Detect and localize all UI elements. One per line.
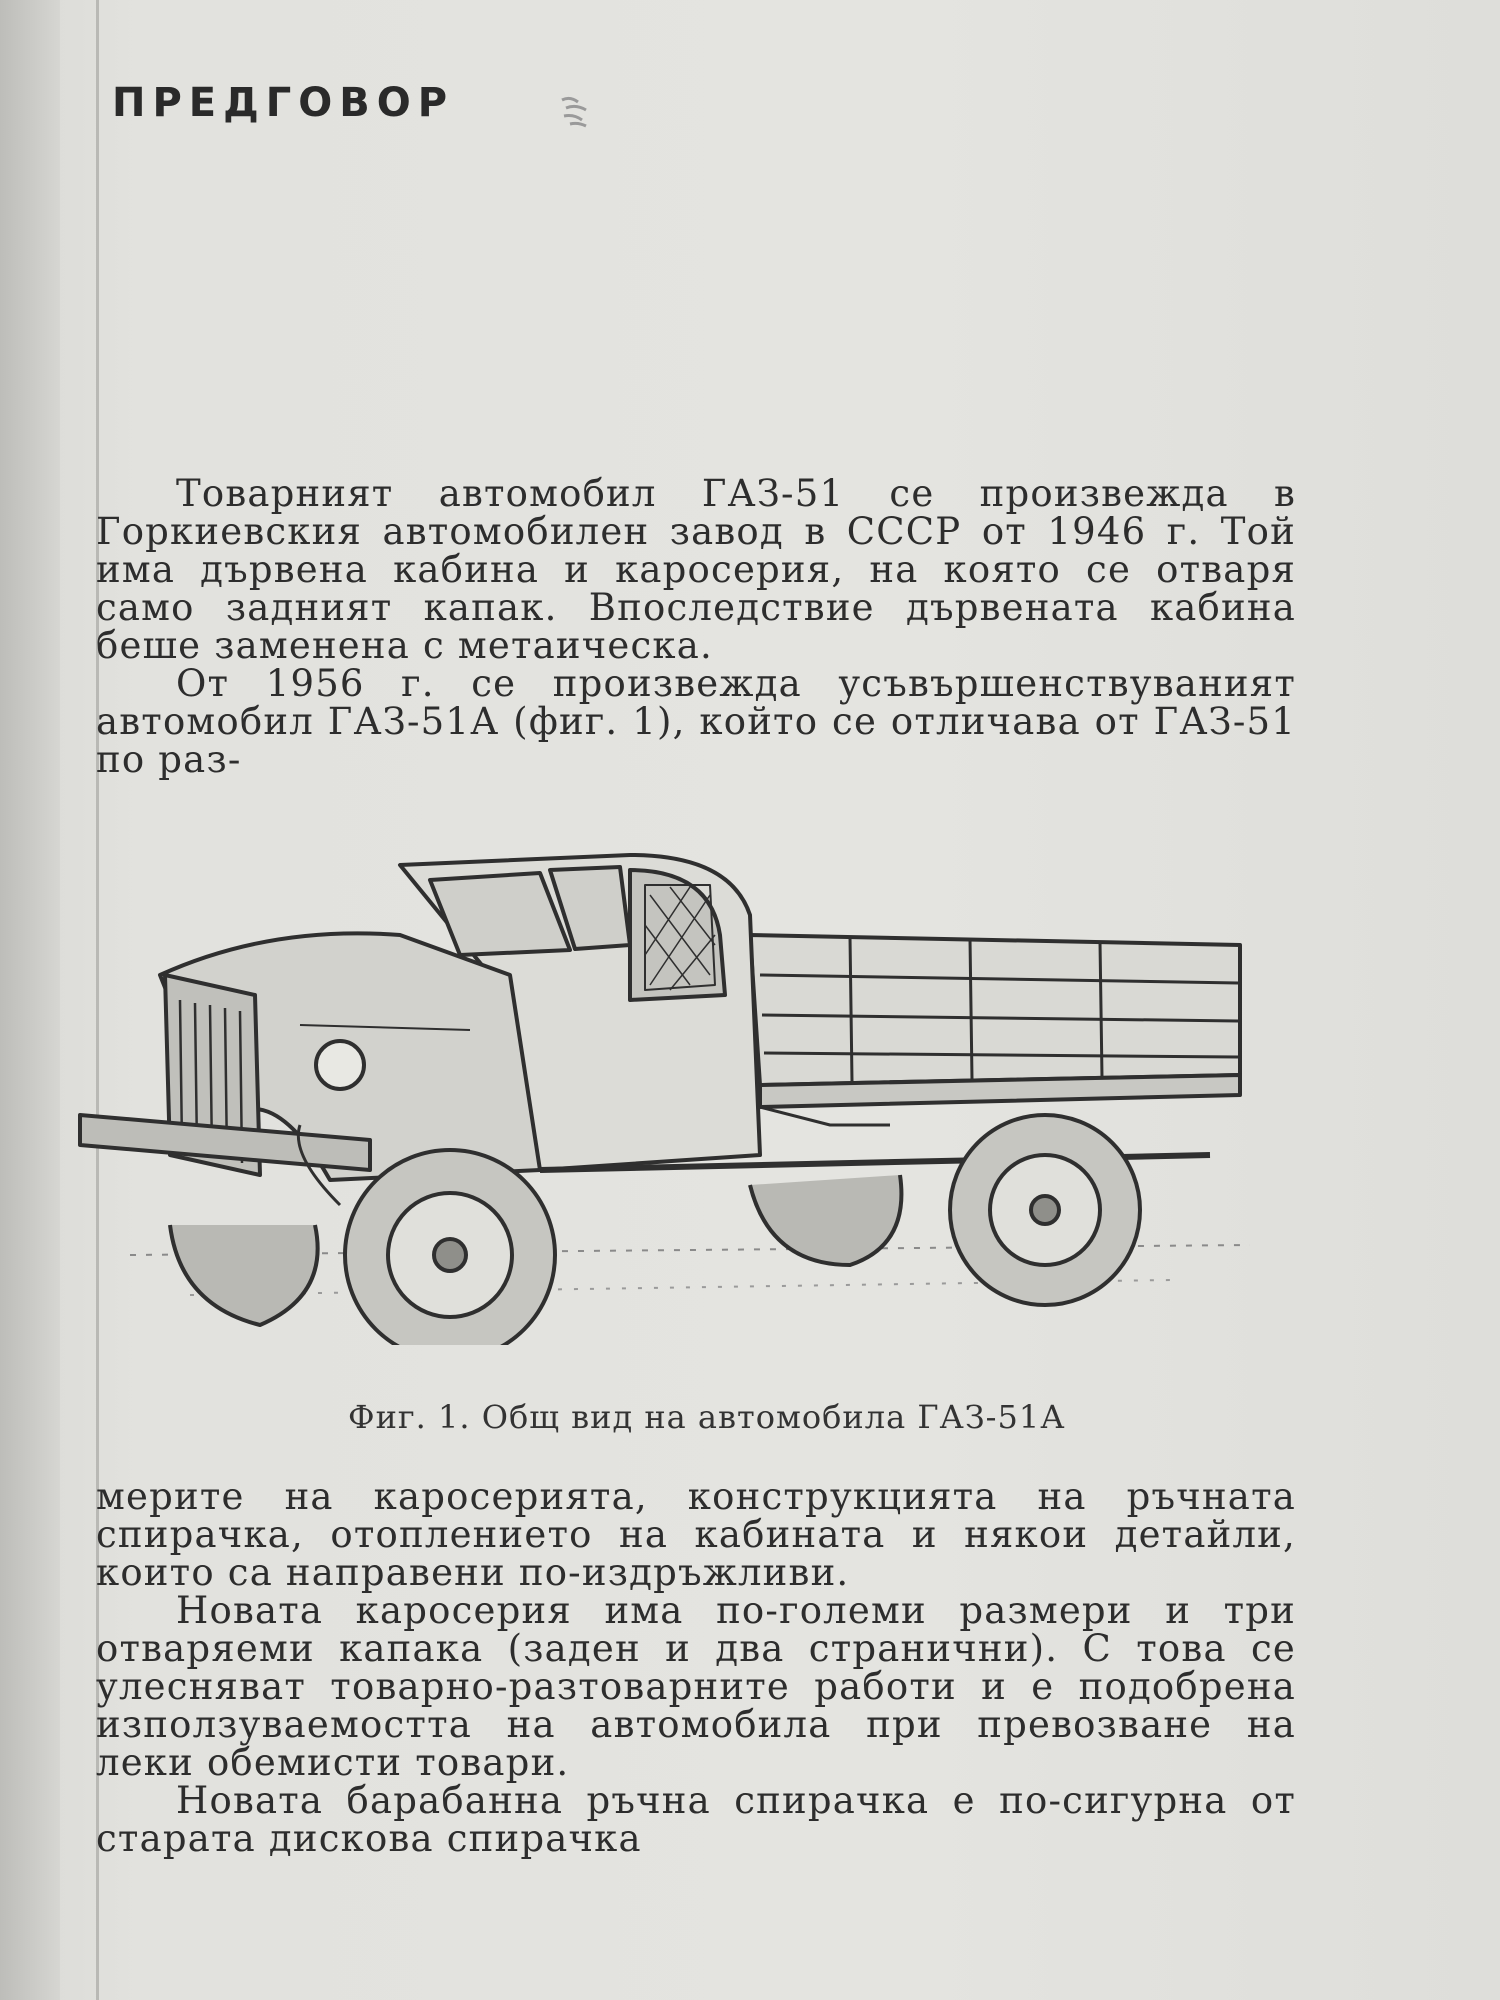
truck-illustration-icon xyxy=(70,825,1300,1345)
text-block-bottom xyxy=(96,1475,1296,1860)
paragraph: Товарният автомобил ГАЗ-51 се произвежда в Горкиевския автомобилен завод в СССР от 1946 г. Той има дървена кабина и каросерия, на която се отваря само задният капак. Впоследствие дървената кабина беше заменена с метаическа. xyxy=(96,472,1296,667)
page-heading: ПРЕДГОВОР xyxy=(112,80,455,126)
paragraph: Новата каросерия има по-големи размери и три отваряеми капака (заден и два странични). С това се улесняват товарно-разтоварните работи и е подобрена използуваемостта на автомобила при превозване на леки обемисти товари. xyxy=(96,1589,1296,1784)
paragraph: От 1956 г. се произвежда усъвършенствуваният автомобил ГАЗ-51А (фиг. 1), който се отличава от ГАЗ-51 по раз- xyxy=(96,662,1296,781)
page-gutter xyxy=(0,0,60,2000)
paragraph: мерите на каросерията, конструкцията на ръчната спирачка, отоплението на кабината и някои детайли, които са направени по-издръжливи. xyxy=(96,1475,1296,1594)
ink-mark-icon xyxy=(556,92,596,132)
text-block-top xyxy=(96,472,1296,781)
figure-caption: Фиг. 1. Общ вид на автомобила ГАЗ-51А xyxy=(348,1398,1066,1436)
paragraph: Новата барабанна ръчна спирачка е по-сигурна от старата дискова спирачка xyxy=(96,1779,1296,1860)
